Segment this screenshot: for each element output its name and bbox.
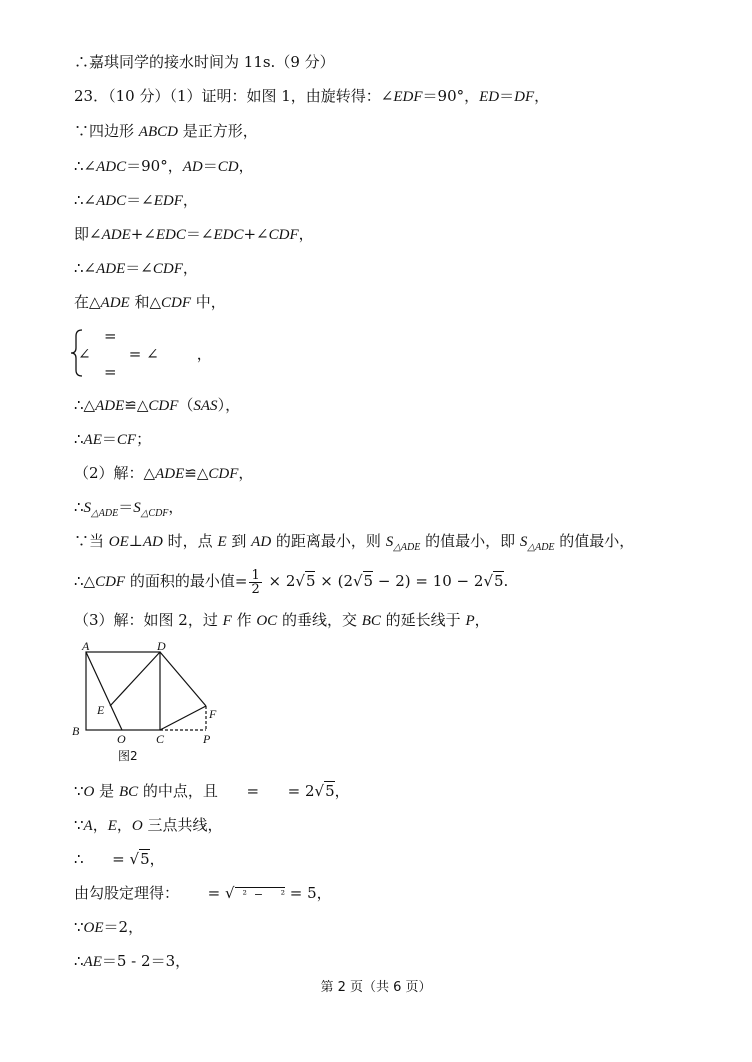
line-adc-90: ∴∠ADC＝90°，AD＝CD，: [74, 157, 254, 175]
label-e: E: [97, 703, 105, 717]
segment-fc: [160, 706, 206, 730]
line-part3: （3）解：如图 2，过 F 作 OC 的垂线，交 BC 的延长线于 P，: [74, 611, 490, 629]
figure-2: [70, 640, 240, 770]
system-row-1: =: [104, 327, 117, 345]
line-area-equal: $\therefore S_{\triangle ADE}=S_{\triangle CDF}$，: [74, 498, 184, 519]
label-c: C: [156, 732, 165, 746]
system-row-3: =: [104, 363, 117, 381]
line-collinear: ∵A，E，O 三点共线，: [74, 816, 223, 834]
line-part2: （2）解：△ADE≌△CDF，: [74, 464, 254, 482]
label-b: B: [72, 724, 80, 738]
line-square: ∵四边形 ABCD 是正方形，: [74, 122, 258, 140]
line-min-condition: ∵当 OE⊥AD 时，点 E 到 AD 的距离最小，则 $S_{\triangle ADE}$ 的值最小，即 $S_{\triangle ADE}$ 的值最小，: [74, 532, 635, 553]
figure-caption: 图2: [118, 749, 138, 763]
label-o: O: [117, 732, 126, 746]
line-sqrt5: ∴ = √5，: [74, 850, 165, 868]
page-footer: 第 2 页（共 6 页）: [320, 980, 432, 995]
line-ade-cdf: ∴∠ADE＝∠CDF，: [74, 259, 198, 277]
line-pythagoras: 由勾股定理得： = √ ² − ² = 5，: [74, 884, 332, 902]
line-triangles: 在△ADE 和△CDF 中，: [74, 293, 226, 311]
label-a: A: [82, 640, 90, 653]
line-adc-edf: ∴∠ADC＝∠EDF，: [74, 191, 198, 209]
line-min-area: ∴△CDF 的面积的最小值= $\frac{1}{2}$ × 2√5 × (2√5 − 2) = 10 − 2√5.: [74, 567, 509, 597]
line-ae-cf: ∴AE＝CF；: [74, 430, 152, 448]
line-angle-sum: 即∠ADE+∠EDC＝∠EDC+∠CDF，: [74, 225, 314, 243]
system-row-2: ∠ = ∠ ，: [78, 345, 212, 363]
line-congruent: ∴△ADE≌△CDF（SAS），: [74, 396, 241, 414]
segment-df: [160, 652, 206, 706]
line-oe: ∵OE＝2，: [74, 918, 144, 936]
label-d: D: [157, 640, 166, 653]
segment-de: [110, 652, 160, 706]
line-conclusion-22: ∴嘉琪同学的接水时间为 11s.（9 分）: [74, 53, 335, 71]
label-p: P: [203, 732, 211, 746]
line-ae: ∴AE＝5 - 2＝3，: [74, 952, 191, 970]
label-f: F: [209, 707, 217, 721]
segment-ao: [86, 652, 122, 730]
line-midpoint: ∵O 是 BC 的中点，且 = = 2√5，: [74, 782, 350, 800]
fraction-half: $\frac{1}{2}$: [251, 567, 260, 597]
line-q23-header: 23．（10 分）（1）证明：如图 1，由旋转得：∠EDF＝90°，ED＝DF，: [74, 87, 550, 105]
